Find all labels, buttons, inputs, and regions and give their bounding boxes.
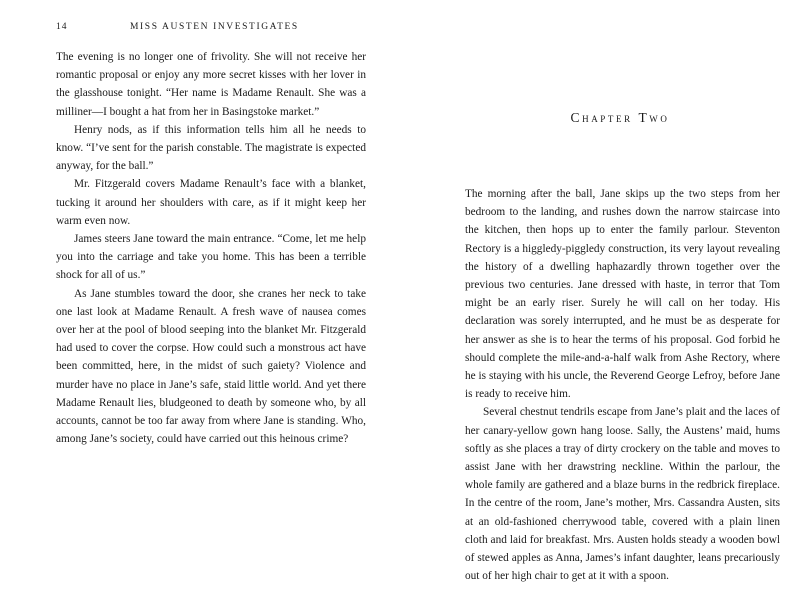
paragraph: The morning after the ball, Jane skips up the two steps from her bedroom to the landing, and rushes down the narrow staircase into the kitchen, then hops up to enter the family parlour. Steventon Rectory is a higgledy-piggledy construction, its very layout revealing the history of a dwelling haphazardly thrown together over the previous two centuries. Jane dressed with haste, in terror that Tom might be an early riser. Surely he will call on her today. His declaration was sorely interrupted, and he must be as desperate for her answer as she is to hear the terms of his proposal. God forbid he should complete the mile-and-a-half walk from Ashe Rectory, where he is staying with his uncle, the Reverend George Lefroy, before Jane is ready to receive him. (465, 188, 780, 401)
paragraph: As Jane stumbles toward the door, she cranes her neck to take one last look at Madame Renault. A fresh wave of nausea comes over her at the pool of blood seeping into the blanket Mr. Fitzgerald had used to cover the corpse. How could such a monstrous act have been committed, here, in the midst of such gaiety? Violence and murder have no place in Jane’s safe, staid little world. And yet there Madame Renault lies, bludgeoned to death by someone who, by all accounts, cannot be too far away from where Jane is standing. Who, among Jane’s society, could have carried out this heinous crime? (56, 287, 366, 446)
paragraph: The evening is no longer one of frivolity. She will not receive her romantic proposal or enjoy any more secret kisses with her lover in the glasshouse tonight. “Her name is Madame Renault. She was a milliner—I bought a hat from her in Basingstoke market.” (56, 51, 366, 118)
paragraph: Mr. Fitzgerald covers Madame Renault’s face with a blanket, tucking it around her shoulders with care, as if it might keep her warm even now. (56, 178, 366, 227)
right-page (400, 0, 800, 600)
chapter-title: Chapter Two (570, 110, 670, 125)
paragraph: James steers Jane toward the main entrance. “Come, let me help you into the carriage and take you home. This has been a terrible shock for all of us.” (56, 233, 366, 282)
left-page-body (56, 48, 366, 448)
paragraph: Henry nods, as if this information tells him all he needs to know. “I’ve sent for the parish constable. The magistrate is expected anyway, for the ball.” (56, 123, 366, 173)
paragraph: Several chestnut tendrils escape from Jane’s plait and the laces of her canary-yellow gown hang loose. Sally, the Austens’ maid, hums softly as she places a tray of dirty crockery on the table and moves to assist Jane with her drawstring neckline. Within the parlour, the whole family are gathered and a blaze burns in the redbrick fireplace. In the centre of the room, Jane’s mother, Mrs. Cassandra Austen, sits at an old-fashioned cherrywood table, covered with a plain linen cloth and laid for breakfast. Mrs. Austen holds steady a wooden bowl of stewed apples as Anna, James’s infant daughter, leans precariously out of her high chair to get at it with a spoon. (465, 406, 780, 583)
right-page-body (465, 185, 780, 585)
page-number: 14 (56, 22, 68, 32)
running-title: MISS AUSTEN INVESTIGATES (130, 22, 299, 32)
